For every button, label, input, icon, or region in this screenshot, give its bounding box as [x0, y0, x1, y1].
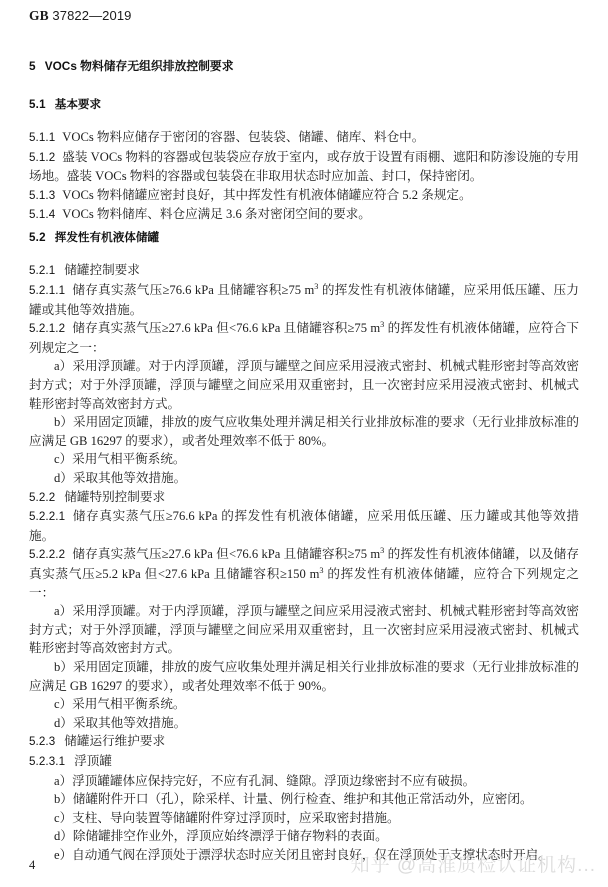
list-item-5-2-1-2-b: b）采用固定顶罐，排放的废气应收集处理并满足相关行业排放标准的要求（无行业排放标准的应满足 GB 16297 的要求），或者处理效率不低于 80%。: [29, 415, 579, 448]
heading-5-1-number: 5.1: [29, 97, 46, 111]
paragraph-5-2-2-2-text-b: 的挥发性有机液体储罐，以及储存真实蒸气压≥5.2 kPa 但<27.6 kPa 且储罐容积≥150 m: [29, 547, 579, 581]
list-item-5-2-1-2-c: c）采用气相平衡系统。: [54, 452, 186, 467]
paragraph-5-2-2-1: [29, 507, 579, 545]
list-item-5-2-3-1-a: a）浮顶罐罐体应保持完好，不应有孔洞、缝隙。浮顶边缘密封不应有破损。: [54, 773, 476, 788]
list-item-5-2-2-2-c: c）采用气相平衡系统。: [54, 697, 186, 712]
paragraph-5-1-2: [29, 148, 579, 186]
standard-number: 37822—2019: [48, 8, 132, 23]
paragraph-5-2-2-2-text-a: 储存真实蒸气压≥27.6 kPa 但<76.6 kPa 且储罐容积≥75 m: [72, 547, 381, 562]
paragraph-5-2-1-2: [29, 319, 579, 357]
paragraph-5-2-2-1-number: 5.2.2.1: [29, 510, 66, 524]
list-item-5-2-1-2-d: d）采取其他等效措施。: [54, 471, 187, 485]
paragraph-5-2-2-2-number: 5.2.2.2: [29, 548, 66, 562]
paragraph-5-2-1-2-text-b: 的挥发性有机液体储罐，应符合下列规定之一：: [29, 321, 579, 355]
paragraph-5-2-2-2-text-c: 的挥发性有机液体储罐，应符合下列规定之一：: [29, 566, 579, 600]
heading-clause-5: [29, 57, 579, 76]
heading-5-number: 5: [29, 59, 36, 73]
spacer: [29, 76, 579, 96]
page-number: 4: [29, 858, 36, 872]
paragraph-5-2-1-title: 储罐控制要求: [64, 263, 140, 278]
paragraph-5-2-1-1-text-b: 的挥发性有机液体储罐，应采用低压罐、压力罐或其他等效措施。: [29, 283, 579, 317]
paragraph-5-2-3-title: 储罐运行维护要求: [64, 734, 166, 749]
paragraph-5-2-2-2: [29, 545, 579, 602]
paragraph-5-2-2-1-text: 储存真实蒸气压≥76.6 kPa 的挥发性有机液体储罐，应采用低压罐、压力罐或其他等效措施。: [29, 509, 579, 543]
spacer: [29, 247, 579, 261]
heading-clause-5-1: [29, 96, 579, 115]
heading-5-2-title: 挥发性有机液体储罐: [54, 230, 160, 244]
heading-clause-5-2: [29, 229, 579, 248]
list-item-5-2-2-2-a: a）采用浮顶罐。对于内浮顶罐，浮顶与罐壁之间应采用浸液式密封、机械式鞋形密封等高效密封方式；对于外浮顶罐，浮顶与罐壁之间应采用双重密封，且一次密封应采用浸液式密封、机械式鞋形密封等高效密封方式。: [29, 604, 579, 656]
standard-prefix: GB: [29, 8, 49, 23]
cubic-meter-superscript: 3: [314, 281, 319, 291]
list-item-5-2-2-2-b: b）采用固定顶罐，排放的废气应收集处理并满足相关行业排放标准的要求（无行业排放标准的应满足 GB 16297 的要求），或者处理效率不低于 90%。: [29, 659, 579, 693]
paragraph-5-1-1-text: VOCs 物料应储存于密闭的容器、包装袋、储罐、储库、料仓中。: [62, 130, 425, 144]
paragraph-5-1-3-number: 5.1.3: [29, 188, 56, 202]
cubic-meter-superscript: 3: [380, 546, 385, 556]
paragraph-5-2-1: [29, 261, 579, 281]
paragraph-5-1-3: [29, 186, 579, 206]
paragraph-5-1-4: [29, 205, 579, 225]
paragraph-5-2-3: [29, 732, 579, 752]
list-item-5-2-3-1-d: d）除储罐排空作业外，浮顶应始终漂浮于储存物料的表面。: [54, 829, 388, 844]
paragraph-5-2-3-1-title: 浮顶罐: [74, 753, 112, 768]
paragraph-5-1-4-text: VOCs 物料储库、料仓应满足 3.6 条对密闭空间的要求。: [62, 207, 371, 222]
heading-5-title: VOCs 物料储存无组织排放控制要求: [44, 59, 234, 73]
paragraph-5-2-1-1-text-a: 储存真实蒸气压≥76.6 kPa 且储罐容积≥75 m: [72, 283, 315, 298]
paragraph-5-1-2-text: 盛装 VOCs 物料的容器或包装袋应存放于室内，或存放于设置有雨棚、遮阳和防渗设施的专用场地。盛装 VOCs 物料的容器或包装袋在非取用状态时应加盖、封口，保持密闭。: [29, 149, 579, 184]
paragraph-5-2-1-2-number: 5.2.1.2: [29, 322, 66, 336]
zhihu-watermark: 知乎 @高淮质检认证机构...: [350, 855, 596, 876]
paragraph-5-1-1: [29, 128, 579, 148]
paragraph-5-1-3-text: VOCs 物料储罐应密封良好，其中挥发性有机液体储罐应符合 5.2 条规定。: [62, 187, 472, 202]
heading-5-2-number: 5.2: [29, 230, 46, 244]
list-item-5-2-3-1-e: e）自动通气阀在浮顶处于漂浮状态时应关闭且密封良好，仅在浮顶处于支撑状态时开启。: [54, 847, 551, 862]
paragraph-5-2-1-2-text-a: 储存真实蒸气压≥27.6 kPa 但<76.6 kPa 且储罐容积≥75 m: [72, 321, 381, 336]
paragraph-5-1-1-number: 5.1.1: [29, 131, 56, 144]
paragraph-5-2-2-title: 储罐特别控制要求: [64, 489, 166, 504]
document-body: [29, 57, 579, 864]
list-item-5-2-3-1-c: c）支柱、导向装置等储罐附件穿过浮顶时，应采取密封措施。: [54, 810, 400, 825]
paragraph-5-2-1-number: 5.2.1: [29, 264, 56, 278]
paragraph-5-2-2: [29, 488, 579, 508]
list-item-5-2-3-1-b: b）储罐附件开口（孔），除采样、计量、例行检查、维护和其他正常活动外，应密闭。: [54, 792, 533, 807]
spacer: [29, 114, 579, 128]
list-item-5-2-1-2-a: a）采用浮顶罐。对于内浮顶罐，浮顶与罐壁之间应采用浸液式密封、机械式鞋形密封等高效密封方式；对于外浮顶罐，浮顶与罐壁之间应采用双重密封，且一次密封应采用浸液式密封、机械式鞋形密封等高效密封方式。: [29, 359, 579, 411]
heading-5-1-title: 基本要求: [54, 97, 102, 111]
paragraph-5-2-2-number: 5.2.2: [29, 490, 56, 504]
cubic-meter-superscript: 3: [380, 320, 385, 330]
paragraph-5-1-4-number: 5.1.4: [29, 208, 56, 222]
running-header: [29, 8, 132, 24]
paragraph-5-1-2-number: 5.1.2: [29, 150, 56, 164]
cubic-meter-superscript: 3: [319, 565, 324, 575]
paragraph-5-2-3-1-number: 5.2.3.1: [29, 754, 66, 768]
paragraph-5-2-3-number: 5.2.3: [29, 735, 56, 749]
paragraph-5-2-1-1-number: 5.2.1.1: [29, 284, 66, 298]
paragraph-5-2-1-1: [29, 281, 579, 319]
list-item-5-2-2-2-d: d）采取其他等效措施。: [54, 715, 187, 730]
paragraph-5-2-3-1: [29, 752, 579, 772]
